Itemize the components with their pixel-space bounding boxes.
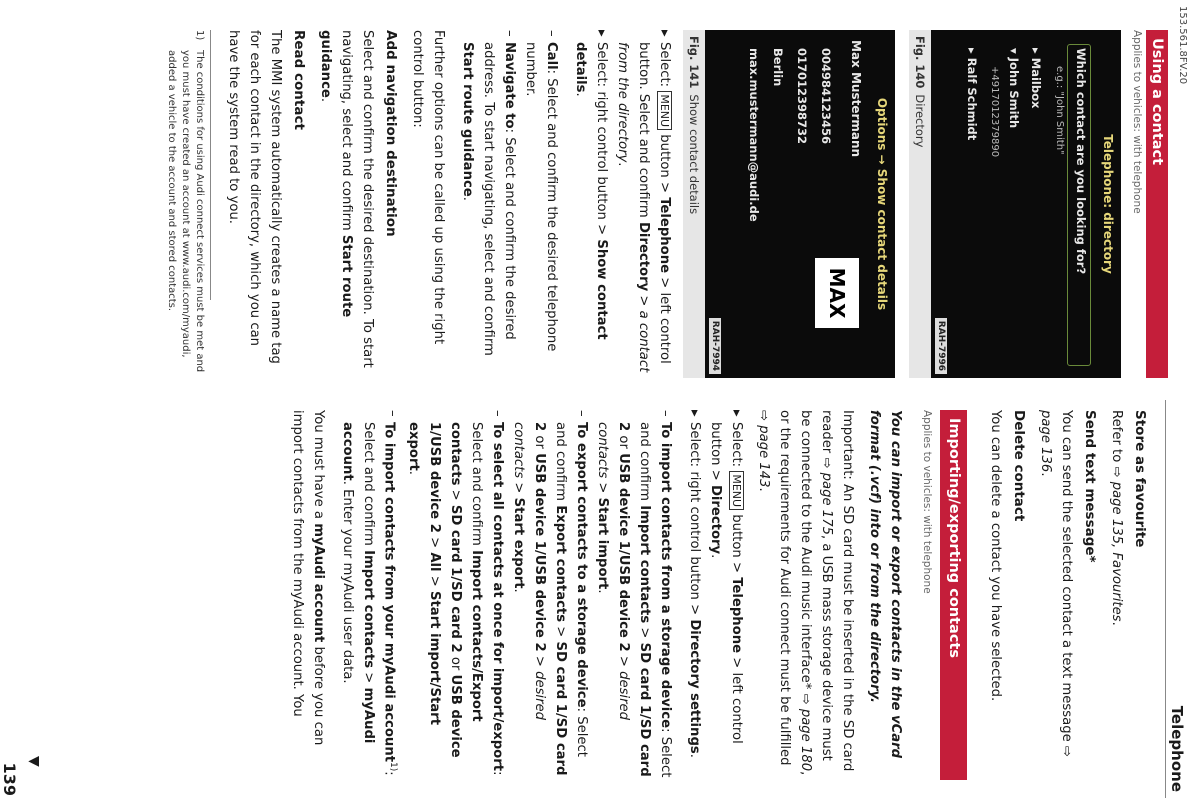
import-steps [684,410,747,780]
send-text-text: You can send the selected contact a text message ⇨ page 136. [1038,410,1074,757]
import-options [337,410,676,780]
store-favourite-text: Refer to ⇨ page 135, Favourites. [1109,410,1124,626]
figure-directory-screen [931,30,1121,378]
delete-contact-text: You can delete a contact you have selected. [988,410,1003,702]
section-title-using-contact: Using a contact [1146,30,1168,378]
import-step-2: ▸ Select: right control button > Directory settings. [684,410,705,780]
list-item-john-smith[interactable]: ▾ John Smith [1007,48,1021,129]
page-code: 153.561.8FV.20 [1177,6,1188,85]
heading-delete-contact: Delete contact [1011,410,1027,522]
applies-note-2: Applies to vehicles: with telephone [921,410,933,594]
list-item-ralf-schmidt[interactable]: ▸ Ralf Schmidt [965,48,979,141]
important-note: Important: An SD card must be inserted in the SD card reader ⇨ page 175, a USB mass storage device must be connected to the Audi music interface* ⇨ page 180, or the requirements for Audi connect must be fulfilled ⇨ page 143. [756,410,855,776]
footnote: 1) The conditions for using Audi connect services must be met and you must have created an account at www.audi.com/myaudi, added a vehicle to the account and stored contacts. [166,30,205,373]
column-right [281,410,1156,780]
running-header: Telephone [1168,705,1186,792]
read-contact-text: The MMI system automatically creates a name tag for each contact in the directory, which you can have the system read to you. [226,30,283,364]
menu-key: MENU [729,471,744,510]
screen-title: Telephone: directory [1101,134,1115,274]
option-import-storage: – To import contacts from a storage device: Select and confirm Import contacts > SD card 1/SD card 2 or USB device 1/USB device 2 > desired contacts > Start import. [592,410,676,780]
intro: You can import or export contacts in the vCard format (.vcf) into or from the directory. [867,410,903,759]
using-contact-body [223,30,675,378]
column-left [164,30,1168,378]
contact-city[interactable]: Berlin [771,48,785,87]
heading-store-favourite: Store as favourite [1132,410,1148,548]
option-export-storage: – To export contacts to a storage device: Select and confirm Export contacts > SD card 1/SD card 2 or USB device 1/USB device 2 > desired contacts > Start export. [508,410,592,780]
menu-key: MENU [657,91,672,130]
add-navigation-text: Select and confirm the desired destination. To start navigating, select and confirm Start route guidance. [318,30,375,368]
screen-breadcrumb: Options → Show contact details [875,97,889,311]
contact-phone-2[interactable]: 017012398732 [795,48,809,145]
figure-code: RAH-7994 [709,318,721,374]
applies-note: Applies to vehicles: with telephone [1131,30,1143,214]
contact-email[interactable]: max.mustermann@audi.de [747,48,761,222]
heading-send-text: Send text message* [1082,410,1098,563]
page-number: 139 [0,762,19,796]
heading-add-navigation: Add navigation destination [383,30,399,237]
figure-contact-details-screen [705,30,895,378]
options-list [457,30,562,378]
step-2: ▸ Select: right control button > Show contact details. [570,30,612,378]
contact-logo: MAX [815,258,859,328]
option-call: – Call: Select and confirm the desired telephone number. [520,30,562,378]
heading-read-contact: Read contact [291,30,307,130]
caption-fig141: Fig. 141Show contact details [683,30,705,378]
triangle-down-icon: ▼ [26,756,42,767]
option-select-all: – To select all contacts at once for import/export: Select and confirm Import contacts/Export contacts > SD card 1/SD card 2 or USB device 1/USB device 2 > All > Start import/Start export. [403,410,508,780]
option-import-myaudi: – To import contacts from your myAudi account$^{1)}$: Select and confirm Import contacts > myAudi account. Enter your myAudi user data. [337,410,403,780]
myaudi-requirement: You must have a myAudi account before you can import contacts from the myAudi account. You [289,410,326,746]
import-step-1: ▸ Select: MENU button > Telephone > left control button > Directory. [705,410,747,780]
steps-list [570,30,675,378]
search-hint: e.g.: "John Smith" [1054,66,1065,155]
contact-number: +4917012379890 [989,66,1000,158]
search-prompt: Which contact are you looking for? [1074,48,1088,275]
caption-fig140: Fig. 140Directory [909,30,931,378]
section-title-import-export: Importing/exporting contacts [940,410,967,780]
contact-phone-1[interactable]: 004984123456 [819,48,833,145]
contact-name: Max Mustermann [849,40,863,158]
option-navigate: – Navigate to: Select and confirm the desired address. To start navigating, select and confirm Start route guidance. [457,30,520,378]
footnote-rule [210,30,211,300]
figure-code: RAH-7996 [935,318,947,374]
header-rule [1165,400,1166,798]
list-item-mailbox[interactable]: ▸ Mailbox [1029,48,1043,109]
step-1: ▸ Select: MENU button > Telephone > left control button. Select and confirm Directory > a contact from the directory. [612,30,675,378]
further-options: Further options can be called up using the right control button: [410,30,446,345]
